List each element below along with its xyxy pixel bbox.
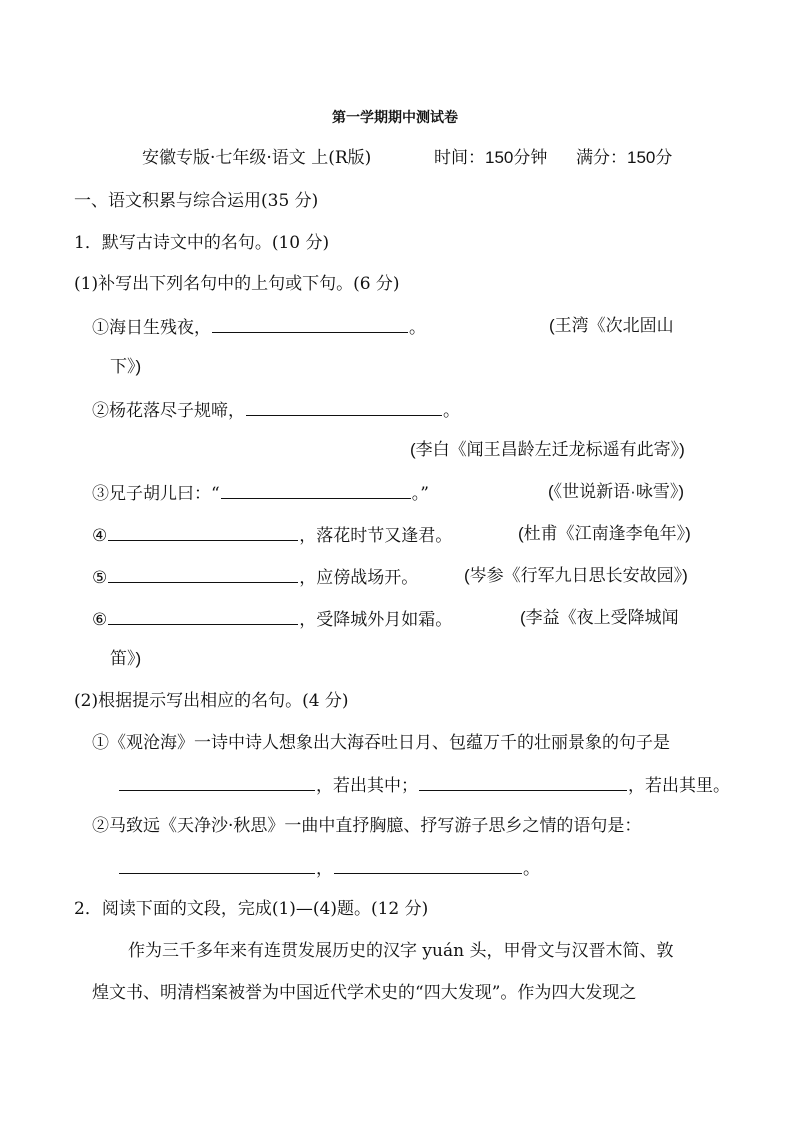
- fill-item-4-prompt: ④: [92, 526, 108, 546]
- fill-item-2-end: 。: [443, 401, 460, 421]
- question-1-title: 1．默写古诗文中的名句。(10 分): [74, 233, 330, 253]
- answer-blank-8[interactable]: [419, 772, 627, 791]
- fill-item-3-source: (《世说新语·咏雪》): [548, 482, 684, 501]
- fill-item-1-source: (王湾《次北固山: [549, 316, 674, 335]
- part-2-item-2-mid: ，: [316, 859, 333, 879]
- part-2-item-1-answers: [118, 772, 730, 798]
- fill-item-5-source: (岑参《行军九日思长安故园》): [464, 566, 688, 585]
- section-heading: 一、语文积累与综合运用(35 分): [74, 191, 319, 211]
- fill-item-4: [92, 522, 452, 548]
- part-2-item-2-end: 。: [523, 859, 540, 879]
- fill-item-6-source: (李益《夜上受降城闻: [520, 608, 679, 627]
- fill-item-3: [92, 480, 429, 506]
- fill-item-5-end: ，应傍战场开。: [299, 568, 419, 588]
- answer-blank-10[interactable]: [334, 855, 522, 874]
- fill-item-5-prompt: ⑤: [92, 568, 108, 588]
- answer-blank-6[interactable]: [108, 606, 298, 625]
- fill-item-1: [92, 314, 426, 340]
- fill-item-2-prompt: ②杨花落尽子规啼，: [92, 401, 245, 421]
- part-2-item-2-answers: [118, 855, 540, 881]
- answer-blank-5[interactable]: [108, 564, 298, 583]
- passage-line-2: 煌文书、明清档案被誉为中国近代学术史的“四大发现”。作为四大发现之: [92, 983, 637, 1003]
- exam-time: 时间：150分钟: [434, 148, 548, 167]
- answer-blank-2[interactable]: [246, 397, 442, 416]
- exam-subtitle: 安徽专版·七年级·语文 上(R版): [142, 148, 372, 168]
- answer-blank-1[interactable]: [212, 314, 408, 333]
- answer-blank-9[interactable]: [119, 855, 315, 874]
- fill-item-1-end: 。: [409, 318, 426, 338]
- fill-item-2: [92, 397, 460, 423]
- fill-item-6-prompt: ⑥: [92, 610, 108, 630]
- page-title: 第一学期期中测试卷: [332, 110, 458, 126]
- fill-item-4-source: (杜甫《江南逢李龟年》): [518, 524, 691, 543]
- part-2-item-1-mid: ，若出其中；: [316, 776, 418, 796]
- question-1-part-2-title: (2)根据提示写出相应的名句。(4 分): [74, 691, 349, 711]
- fill-item-1-prompt: ①海日生残夜，: [92, 318, 211, 338]
- fill-item-1-source-cont: 下》): [110, 357, 142, 376]
- part-2-item-1: ①《观沧海》一诗中诗人想象出大海吞吐日月、包蕴万千的壮丽景象的句子是: [92, 733, 670, 753]
- fill-item-6-source-cont: 笛》): [110, 649, 142, 668]
- fill-item-3-end: 。”: [411, 484, 429, 504]
- answer-blank-4[interactable]: [108, 522, 298, 541]
- fill-item-6-end: ，受降城外月如霜。: [299, 610, 453, 630]
- exam-score: 满分：150分: [576, 148, 673, 167]
- question-1-part-1-title: (1)补写出下列名句中的上句或下句。(6 分): [74, 274, 400, 294]
- fill-item-6: [92, 606, 452, 632]
- answer-blank-3[interactable]: [221, 480, 411, 499]
- question-2-title: 2．阅读下面的文段，完成(1)—(4)题。(12 分): [74, 899, 429, 919]
- fill-item-3-prompt: ③兄子胡儿曰：“: [92, 484, 220, 504]
- fill-item-5: [92, 564, 418, 590]
- answer-blank-7[interactable]: [119, 772, 315, 791]
- fill-item-2-source: (李白《闻王昌龄左迁龙标遥有此寄》): [410, 440, 685, 459]
- part-2-item-2: ②马致远《天净沙·秋思》一曲中直抒胸臆、抒写游子思乡之情的语句是：: [92, 816, 642, 836]
- passage-line-1: 作为三千多年来有连贯发展历史的汉字 yuán 头，甲骨文与汉晋木简、敦: [128, 941, 674, 961]
- part-2-item-1-end: ，若出其里。: [628, 776, 730, 796]
- fill-item-4-end: ，落花时节又逢君。: [299, 526, 453, 546]
